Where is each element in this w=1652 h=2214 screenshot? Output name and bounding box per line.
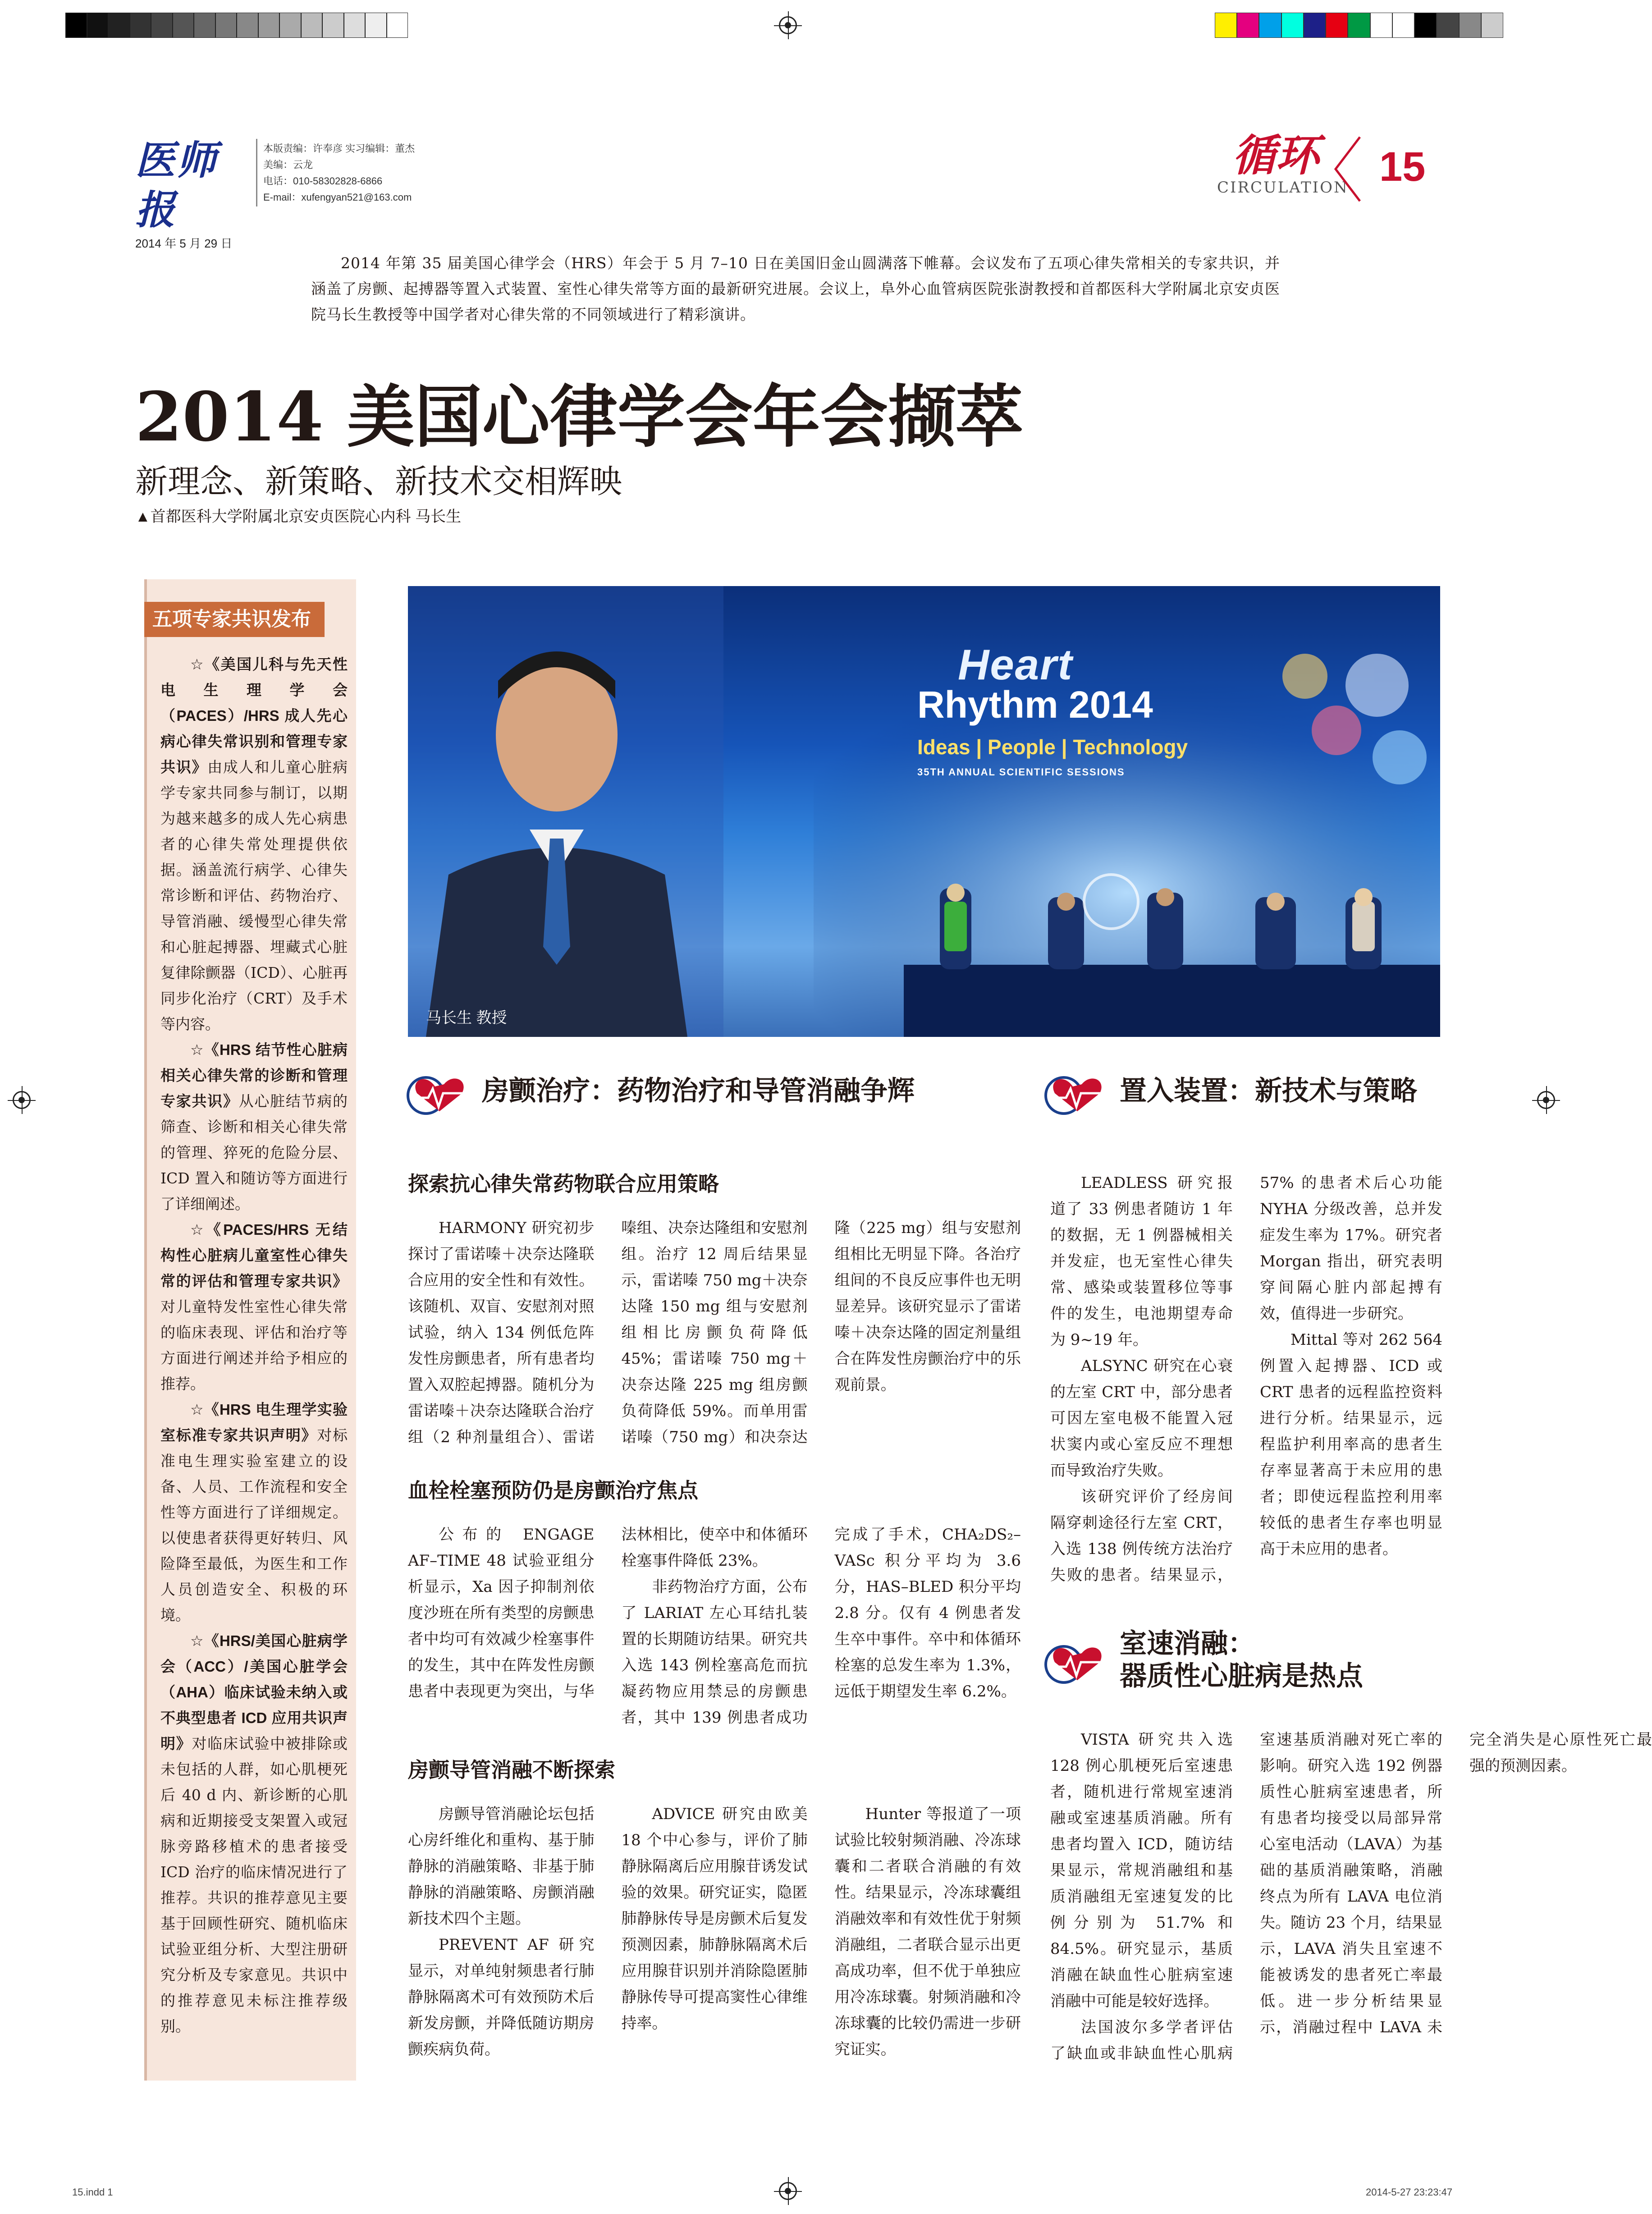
printer-color-bar [1215,13,1503,38]
heart-ecg-icon [1041,1064,1109,1118]
banner-heart-text: Heart [958,641,1073,689]
banner-session: 35TH ANNUAL SCIENTIFIC SESSIONS [917,766,1125,778]
body-paragraph: ADVICE 研究由欧美 18 个中心参与，评价了肺静脉隔离后应用腺苷诱发试验的效果。研究证实，隐匿肺静脉传导是房颤术后复发预测因素，肺静脉隔离术后应用腺苷识别并消除隐匿肺静脉传导可提高窦性心律维持率。 [621,1805,808,2032]
photo-illustration [408,586,1440,1037]
section-title: 室速消融： [1120,1628,1255,1659]
consensus-text: 由成人和儿童心脏病学专家共同参与制订，以期为越来越多的成人先心病患者的心律失常处理提供依据。涵盖流行病学、心律失常诊断和评估、药物治疗、导管消融、缓慢型心律失常和心脏起搏器、埋藏式心脏复律除颤器（ICD）、心脏再同步化治疗（CRT）及手术等内容。 [160,758,348,1033]
star-icon: ☆ [190,1041,204,1059]
photo-caption: 马长生 教授 [426,1009,507,1027]
credit-line: 电话：010-58302828-6866 [263,175,383,187]
star-icon: ☆ [190,655,205,673]
body-paragraph: 房颤导管消融论坛包括心房纤维化和重构、基于肺静脉的消融策略、非基于肺静脉的消融策略、房颤消融新技术四个主题。 [408,1805,595,1928]
heart-ecg-icon [403,1064,471,1118]
consensus-text: 对临床试验中被排除或未包括的人群，如心肌梗死后 40 d 内、新诊断的心肌病和近期接受支架置入或冠脉旁路移植术的患者接受 ICD 治疗的临床情况进行了推荐。共识的推荐意见主要基于回顾性研究、随机临床试验亚组分析、大型注册研究分析及专家意见。共识中的推荐意见未标注推荐级别。 [160,1735,348,2035]
section-header-devices [1041,1064,1417,1118]
consensus-title: 《HRS 结节性心脏病相关心律失常的诊断和管理专家共识》 [160,1041,348,1109]
print-timestamp: 2014-5-27 23:23:47 [1366,2186,1453,2198]
credit-line: E-mail：xufengyan521@163.com [263,192,412,203]
consensus-title: 《美国儿科与先天性电生理学会（PACES）/HRS 成人先心病心律失常识别和管理专家共识》 [160,656,348,775]
heart-ecg-icon [1041,1633,1109,1687]
body-paragraph: HARMONY 研究初步探讨了雷诺嗪＋决奈达隆联合应用的安全性和有效性。该随机、双盲、安慰剂对照试验，纳入 134 例低危阵发性房颤患者，所有患者均置入双腔起搏器。随机分为雷诺嗪＋决奈达隆联合治疗组（2 种剂量组合）、雷诺嗪组、决奈达隆组和安慰剂组。治疗 12 周后结果显示，雷诺嗪 750 mg＋决奈达隆 150 mg 组与安慰剂组相比房颤负荷降低 45%；雷诺嗪 750 mg＋决奈达隆 225 mg 组房颤负荷降低 59%。而单用雷诺嗪（750 mg）和决奈达隆（225 mg）组与安慰剂组相比无明显下降。各治疗组间的不良反应事件也无明显差异。该研究显示了雷诺嗪＋决奈达隆的固定剂量组合在阵发性房颤治疗中的乐观前景。 [408,1219,1021,1446]
newspaper-logo: 医师报 [135,137,219,233]
editor-credits [263,141,415,206]
registration-mark-icon [779,2182,797,2200]
body-paragraph: Mittal 等对 262 564 例置入起搏器、ICD 或 CRT 患者的远程监控资料进行分析。结果显示，远程监护利用率高的患者生存率显著高于未应用的患者；即使远程监控利用率较低的患者生存率也明显高于未应用的患者。 [1260,1331,1442,1558]
registration-mark-icon [13,1091,31,1109]
credit-line: 美编：云龙 [263,159,313,170]
event-photo [408,586,1440,1037]
sidebar-box [144,579,356,2081]
subsection-title: 血栓栓塞预防仍是房颤治疗焦点 [408,1479,698,1502]
subsection-body [408,1522,1021,1738]
page-subtitle: 新理念、新策略、新技术交相辉映 [135,464,622,500]
intro-paragraph: 2014 年第 35 届美国心律学会（HRS）年会于 5 月 7–10 日在美国旧金山圆满落下帷幕。会议发布了五项心律失常相关的专家共识，并涵盖了房颤、起搏器等置入式装置、室性心律失常等方面的最新研究进展。会议上，阜外心血管病医院张澍教授和首都医科大学附属北京安贞医院马长生教授等中国学者对心律失常的不同领域进行了精彩演讲。 [311,254,1280,323]
masthead-logo-block [135,135,252,251]
section-vt-body [1050,1727,1652,2083]
sidebar-item [160,1628,348,2039]
section-title: 器质性心脏病是热点 [1120,1661,1363,1691]
subsection-body [408,1801,1021,2085]
body-paragraph: 该研究评价了经房间隔穿刺途径行左室 CRT，入选 138 例传统方法治疗失败的患者。结果显示，57% 的患者术后心功能 NYHA 分级改善，总并发症发生率为 17%。研究者 Morgan 指出，研究表明穿间隔心脏内部起搏有效，值得进一步研究。 [1050,1174,1442,1584]
masthead-divider [256,139,257,206]
credit-line: 本版责编：许奉彦 实习编辑：董杰 [263,143,415,154]
body-paragraph: 法国波尔多学者评估了缺血或非缺血性心肌病室速基质消融对死亡率的影响。研究入选 192 例器质性心脏病室速患者，所有患者均接受以局部异常心室电活动（LAVA）为基础的基质消融策略，消融终点为所有 LAVA 电位消失。随访 23 个月，结果显示，LAVA 消失且室速不能被诱发的患者死亡率最低。进一步分析结果显示，消融过程中 LAVA 未完全消失是心原性死亡最强的预测因素。 [1050,1731,1652,2063]
body-paragraph: VISTA 研究共入选 128 例心肌梗死后室速患者，随机进行常规室速消融或室速基质消融。所有患者均置入 ICD，随访结果显示，常规消融组和基质消融组无室速复发的比例分别为 51.7% 和 84.5%。研究显示，基质消融在缺血性心脏病室速消融中可能是较好选择。 [1050,1731,1233,2010]
issue-date: 2014 年 5 月 29 日 [135,237,233,250]
section-title-en: CIRCULATION [1217,179,1349,197]
star-icon: ☆ [190,1401,204,1418]
banner-rhythm-text: Rhythm 2014 [917,683,1153,726]
page-title: 2014 美国心律学会年会撷萃 [135,377,1023,457]
subsection-title: 探索抗心律失常药物联合应用策略 [408,1172,719,1196]
star-icon: ☆ [190,1632,204,1650]
sidebar-item [160,651,348,1037]
printer-grayscale-bar [65,13,408,38]
consensus-text: 从心脏结节病的筛查、诊断和相关心律失常的管理、猝死的危险分层、ICD 置入和随访等方面进行了详细阐述。 [160,1092,348,1213]
body-paragraph: LEADLESS 研究报道了 33 例患者随访 1 年的数据，无 1 例器械相关并发症，也无室性心律失常、感染或装置移位等事件的发生，电池期望寿命为 9~19 年。 [1050,1174,1233,1349]
subsection-body [408,1215,1021,1485]
body-paragraph: 公布的 ENGAGE AF–TIME 48 试验亚组分析显示，Xa 因子抑制剂依度沙班在所有类型的房颤患者中均可有效减少栓塞事件的发生，其中在阵发性房颤患者中表现更为突出，与华法林相比，使卒中和体循环栓塞事件降低 23%。 [408,1526,808,1701]
sidebar-item [160,1037,348,1217]
chevron-left-icon [1332,135,1364,203]
consensus-text: 对标准电生理实验室建立的设备、人员、工作流程和安全性等方面进行了详细规定。以使患者获得更好转归、风险降至最低，为医生和工作人员创造安全、积极的环境。 [160,1426,348,1624]
sidebar-item [160,1217,348,1397]
page-number: 15 [1379,144,1426,190]
registration-mark-icon [779,16,797,34]
consensus-title: 《HRS/美国心脏病学会（ACC）/美国心脏学会（AHA）临床试验未纳入或不典型患者 ICD 应用共识声明》 [160,1632,348,1752]
sidebar-item [160,1397,348,1628]
body-paragraph: PREVENT AF 研究显示，对单纯射频患者行肺静脉隔离术可有效预防术后新发房颤，并降低随访期房颤疾病负荷。 [408,1936,595,2058]
section-header-vt [1041,1627,1363,1692]
section-header-af [403,1064,915,1118]
section-label [1217,130,1349,197]
consensus-title: 《HRS 电生理学实验室标准专家共识声明》 [160,1401,348,1444]
consensus-title: 《PACES/HRS 无结构性心脏病儿童室性心律失常的评估和管理专家共识》 [160,1221,348,1289]
file-slug: 15.indd 1 [72,2186,113,2198]
section-devices-body [1050,1170,1442,1621]
byline: ▲首都医科大学附属北京安贞医院心内科 马长生 [135,508,462,525]
subsection-title: 房颤导管消融不断探索 [408,1758,615,1782]
banner-tagline: Ideas | People | Technology [917,735,1188,759]
star-icon: ☆ [190,1221,206,1238]
body-paragraph: ALSYNC 研究在心衰的左室 CRT 中，部分患者可因左室电极不能置入冠状窦内或心室反应不理想而导致治疗失败。 [1050,1357,1233,1480]
section-title: 置入装置：新技术与策略 [1120,1076,1417,1106]
consensus-text: 对儿童特发性室性心律失常的临床表现、评估和治疗等方面进行阐述并给予相应的推荐。 [160,1298,348,1393]
body-paragraph: 非药物治疗方面，公布了 LARIAT 左心耳结扎装置的长期随访结果。研究共入选 143 例栓塞高危而抗凝药物应用禁忌的房颤患者，其中 139 例患者成功完成了手术，CHA₂DS₂–VASc 积分平均为 3.6 分，HAS–BLED 积分平均 2.8 分。仅有 4 例患者发生卒中事件。卒中和体循环栓塞的总发生率为 1.3%，远低于期望发生率 6.2%。 [621,1526,1021,1727]
registration-mark-icon [1537,1091,1555,1109]
section-title-cn: 循环 [1232,130,1319,181]
section-title: 房颤治疗：药物治疗和导管消融争辉 [482,1076,915,1106]
sidebar-title: 五项专家共识发布 [144,602,325,637]
body-paragraph: Hunter 等报道了一项试验比较射频消融、冷冻球囊和二者联合消融的有效性。结果显示，冷冻球囊组消融效率和有效性优于射频消融组，二者联合显示出更高成功率，但不优于单独应用冷冻球囊。射频消融和冷冻球囊的比较仍需进一步研究证实。 [834,1805,1021,2058]
